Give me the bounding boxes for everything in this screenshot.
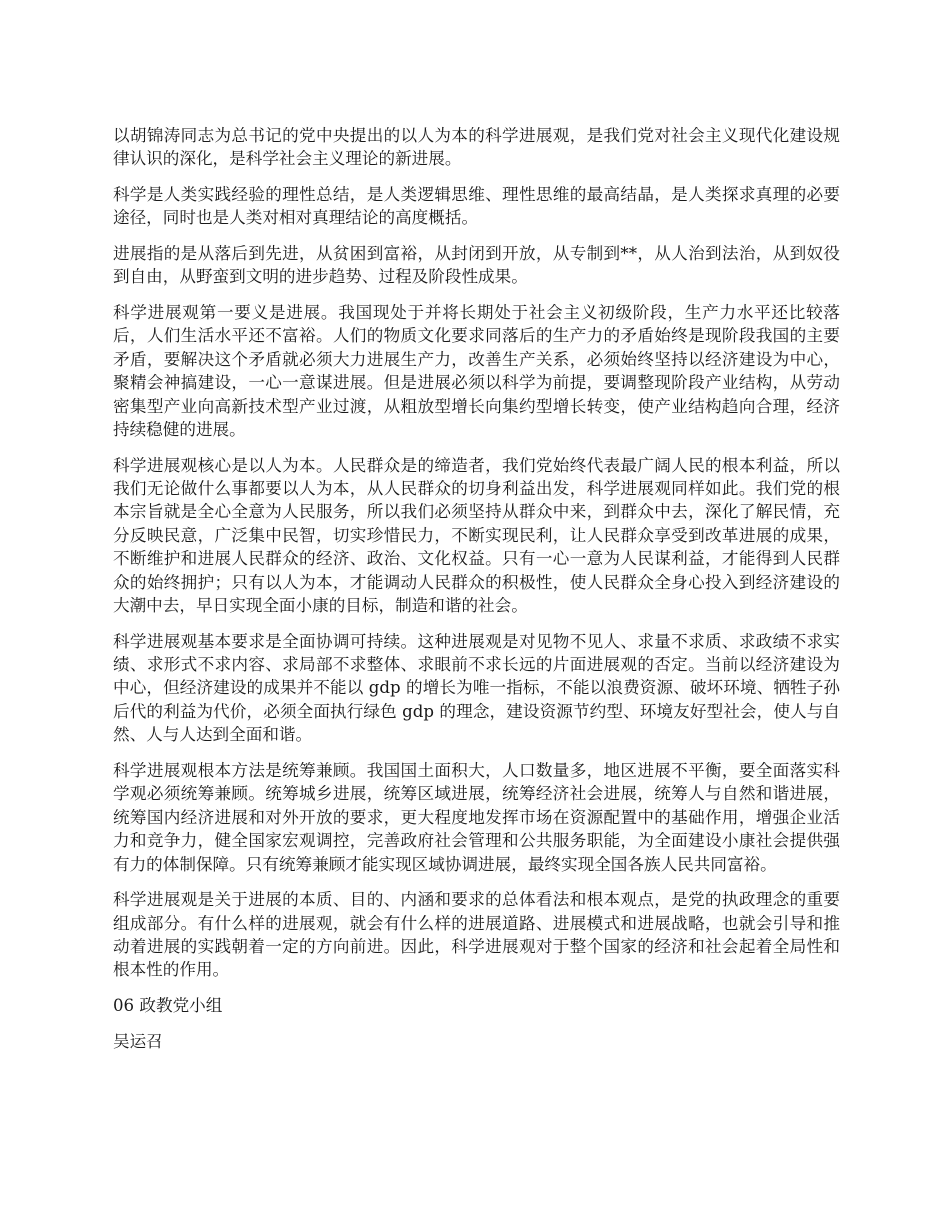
paragraph-core-people-oriented: 科学进展观核心是以人为本。人民群众是的缔造者，我们党始终代表最广阔人民的根本利益，所以我们无论做什么事都要以人为本，从人民群众的切身利益出发，科学进展观同样如此。我们党的根本宗旨就是全心全意为人民服务，所以我们必须坚持从群众中来，到群众中去，深化了解民情，充分反映民意，广泛集中民智，切实珍惜民力，不断实现民利，让人民群众享受到改革进展的成果，不断维护和进展人民群众的经济、政治、文化权益。只有一心一意为人民谋利益，才能得到人民群众的始终拥护；只有以人为本，才能调动人民群众的积极性，使人民群众全身心投入到经济建设的大潮中去，早日实现全面小康的目标，制造和谐的社会。 <box>113 455 840 616</box>
paragraph-basic-requirement: 科学进展观基本要求是全面协调可持续。这种进展观是对见物不见人、求量不求质、求政绩不求实绩、求形式不求内容、求局部不求整体、求眼前不求长远的片面进展观的否定。当前以经济建设为中心，但经济建设的成果并不能以 gdp 的增长为唯一指标，不能以浪费资源、破坏环境、牺牲子孙后代的利益为代价，必须全面执行绿色 gdp 的理念，建设资源节约型、环境友好型社会，使人与自然、人与人达到全面和谐。 <box>113 631 840 745</box>
document-body <box>113 124 840 1053</box>
signature-author: 吴运召 <box>113 1031 163 1051</box>
paragraph-development-definition: 进展指的是从落后到先进，从贫困到富裕，从封闭到开放，从专制到**，从人治到法治，从到奴役到自由，从野蛮到文明的进步趋势、过程及阶段性成果。 <box>113 244 840 287</box>
paragraph-science-definition: 科学是人类实践经验的理性总结，是人类逻辑思维、理性思维的最高结晶，是人类探求真理的必要途径，同时也是人类对相对真理结论的高度概括。 <box>113 185 840 228</box>
paragraph-conclusion: 科学进展观是关于进展的本质、目的、内涵和要求的总体看法和根本观点，是党的执政理念的重要组成部分。有什么样的进展观，就会有什么样的进展道路、进展模式和进展战略，也就会引导和推动着进展的实践朝着一定的方向前进。因此，科学进展观对于整个国家的经济和社会起着全局性和根本性的作用。 <box>113 890 840 980</box>
paragraph-first-essence: 科学进展观第一要义是进展。我国现处于并将长期处于社会主义初级阶段，生产力水平还比较落后，人们生活水平还不富裕。人们的物质文化要求同落后的生产力的矛盾始终是现阶段我国的主要矛盾，要解决这个矛盾就必须大力进展生产力，改善生产关系，必须始终坚持以经济建设为中心，聚精会神搞建设，一心一意谋进展。但是进展必须以科学为前提，要调整现阶段产业结构，从劳动密集型产业向高新技术型产业过渡，从粗放型增长向集约型增长转变，使产业结构趋向合理，经济持续稳健的进展。 <box>113 303 840 440</box>
paragraph-intro: 以胡锦涛同志为总书记的党中央提出的以人为本的科学进展观，是我们党对社会主义现代化建设规律认识的深化，是科学社会主义理论的新进展。 <box>113 126 840 169</box>
signature-group: 06 政教党小组 <box>113 995 223 1015</box>
paragraph-fundamental-method: 科学进展观根本方法是统筹兼顾。我国国土面积大，人口数量多，地区进展不平衡，要全面落实科学观必须统筹兼顾。统筹城乡进展，统筹区域进展，统筹经济社会进展，统筹人与自然和谐进展，统筹国内经济进展和对外开放的要求，更大程度地发挥市场在资源配置中的基础作用，增强企业活力和竞争力，健全国家宏观调控，完善政府社会管理和公共服务职能，为全面建设小康社会提供强有力的体制保障。只有统筹兼顾才能实现区域协调进展，最终实现全国各族人民共同富裕。 <box>113 760 840 874</box>
